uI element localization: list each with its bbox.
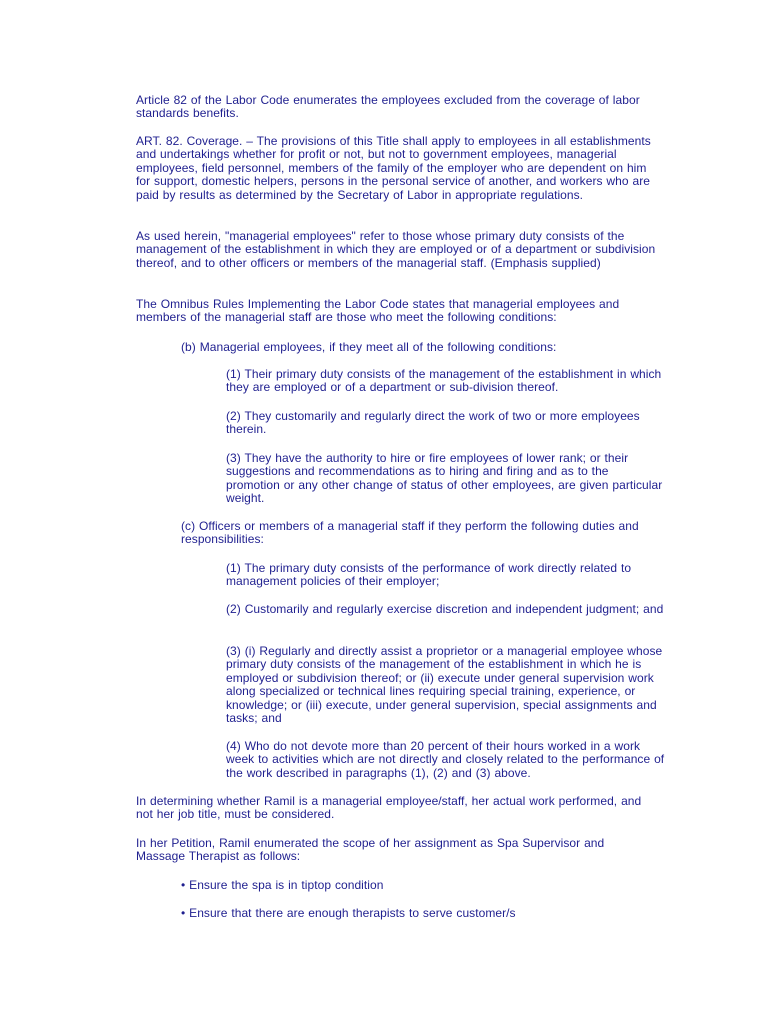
paragraph-petition: In her Petition, Ramil enumerated the scope of her assignment as Spa Supervisor and Massage Therapist as follows: [136,836,605,864]
paragraph-article-82: ART. 82. Coverage. – The provisions of this Title shall apply to employees in all establishments and undertakings whether for profit or not, but not to government employees, managerial employees, field personnel, members of the family of the employer who are dependent on him for support, domestic helpers, persons in the personal service of another, and workers who are paid by results as determined by the Secretary of Labor in appropriate regulations. [136,134,651,202]
paragraph-omnibus-rules: The Omnibus Rules Implementing the Labor Code states that managerial employees and members of the managerial staff are those who meet the following conditions: [136,297,620,325]
list-item-b: (b) Managerial employees, if they meet all of the following conditions: [181,340,557,354]
list-item-c1: (1) The primary duty consists of the performance of work directly related to management policies of their employer; [226,561,632,589]
paragraph-intro: Article 82 of the Labor Code enumerates the employees excluded from the coverage of labor standards benefits. [136,93,640,121]
bullet-item-tiptop: • Ensure the spa is in tiptop condition [181,878,384,892]
bullet-item-therapists: • Ensure that there are enough therapists to serve customer/s [181,906,516,920]
paragraph-determining: In determining whether Ramil is a managerial employee/staff, her actual work performed, and not her job title, must be considered. [136,794,642,822]
list-item-c3: (3) (i) Regularly and directly assist a proprietor or a managerial employee whose primary duty consists of the management of the establishment in which he is employed or subdivision thereof; or (ii) execute under general supervision work along specialized or technical lines requiring special training, experience, or knowledge; or (iii) execute, under general supervision, special assignments and tasks; and [226,644,663,726]
list-item-b3: (3) They have the authority to hire or fire employees of lower rank; or their suggestions and recommendations as to hiring and firing and as to the promotion or any other change of status of other employees, are given particular weight. [226,451,663,506]
list-item-c: (c) Officers or members of a managerial staff if they perform the following duties and responsibilities: [181,519,639,547]
list-item-b2: (2) They customarily and regularly direct the work of two or more employees therein. [226,409,640,437]
list-item-c2: (2) Customarily and regularly exercise discretion and independent judgment; and [226,602,664,616]
paragraph-managerial-definition: As used herein, "managerial employees" refer to those whose primary duty consists of the management of the establishment in which they are employed or of a department or subdivision thereof, and to other officers or members of the managerial staff. (Emphasis supplied) [136,229,656,270]
list-item-c4: (4) Who do not devote more than 20 percent of their hours worked in a work week to activities which are not directly and closely related to the performance of the work described in paragraphs (1), (2) and (3) above. [226,739,665,780]
list-item-b1: (1) Their primary duty consists of the management of the establishment in which they are employed or of a department or sub-division thereof. [226,367,662,395]
